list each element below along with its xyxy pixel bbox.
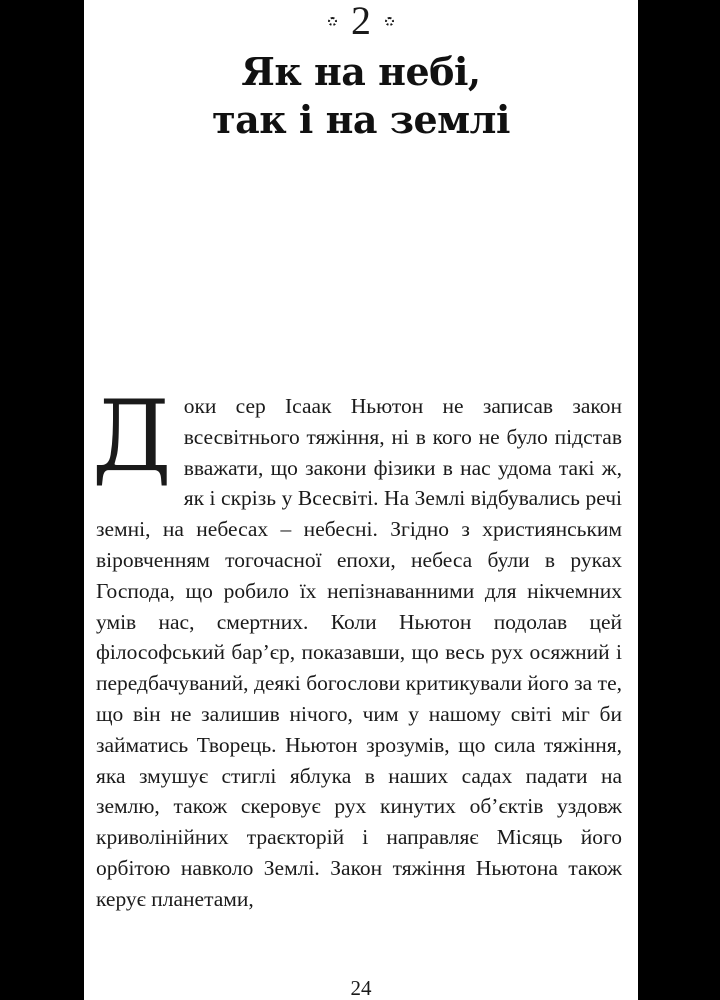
page-number: 24 xyxy=(350,976,372,1000)
chapter-number: 2 xyxy=(351,0,371,43)
drop-cap: Д xyxy=(92,380,172,494)
body-paragraph: оки сер Ісаак Ньютон не записав закон всесвітнього тяжіння, ні в кого не було підстав вважати, що закони фізики в нас удома такі ж, як і скрізь у Всесвіті. На Землі відбувались речі земні, на небесах – небесні. Згідно з християнським віровченням тогочасної епохи, небеса були в руках Господа, що робило їх непізнаванними для нікчемних умів нас, смертних. Коли Ньютон подолав цей філософський бар’єр, показавши, що весь рух осяжний і передбачуваний, деякі богослови критикували його за те, що він не залишив нічого, чим у нашому світі міг би займатись Творець. Ньютон зрозумів, що сила тяжіння, яка змушує стиглі яблука в наших садах падати на землю, також скеровує рух кинутих об’єктів уздовж криволінійних траєкторій і направляє Місяць його орбітою навколо Землі. Закон тяжіння Ньютона також керує планетами, xyxy=(96,394,622,911)
chapter-heading xyxy=(84,0,638,42)
chapter-title xyxy=(84,48,638,144)
body-text xyxy=(92,380,622,915)
ornament-right-icon xyxy=(385,17,394,26)
book-page xyxy=(84,0,638,1000)
chapter-title-line-2: так і на землі xyxy=(212,97,510,142)
ornament-left-icon xyxy=(328,17,337,26)
chapter-title-line-1: Як на небі, xyxy=(241,49,481,94)
